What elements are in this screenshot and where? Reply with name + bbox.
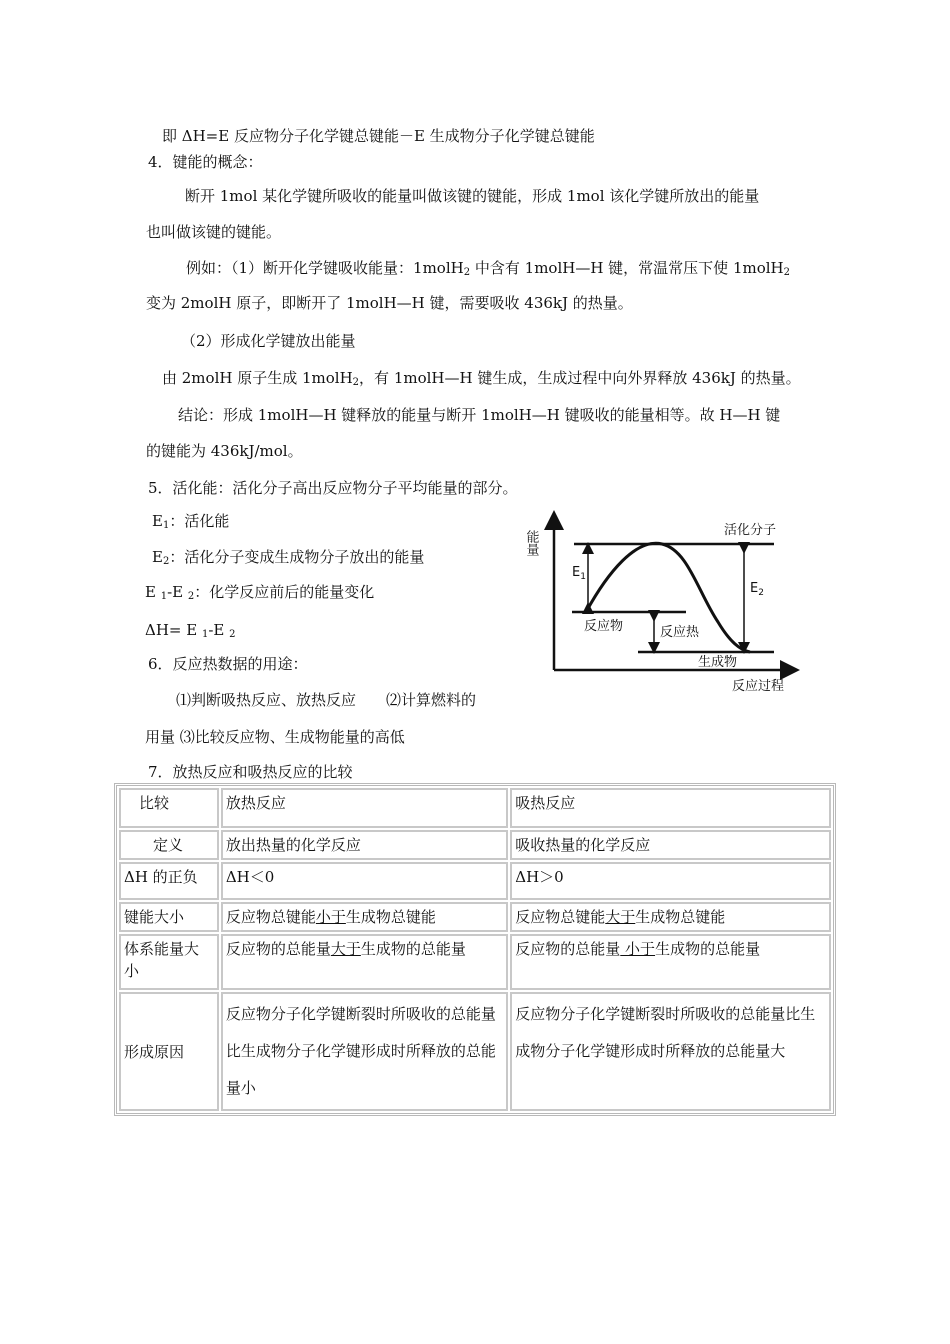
example-line-2: 变为 2molH 原子，即断开了 1molH—H 键，需要吸收 436kJ 的热量。 — [146, 294, 633, 312]
table-cell: 放出热量的化学反应 — [221, 830, 508, 860]
section-5-heading: 5．活化能：活化分子高出反应物分子平均能量的部分。 — [148, 479, 518, 497]
table-row — [119, 902, 831, 932]
uses-line-2: 用量 ⑶比较反应物、生成物能量的高低 — [145, 728, 405, 746]
x-axis-label: 反应过程 — [732, 679, 785, 694]
example-line-4: 由 2molH 原子生成 1molH$_2$，有 1molH—H 键生成，生成过程中向外界释放 436kJ 的热量。 — [162, 369, 801, 388]
table-row — [119, 862, 831, 900]
example-line-1: 例如：（1）断开化学键吸收能量：1molH$_2$ 中含有 1molH—H 键，常温常压下使 1molH$_2$ — [186, 259, 790, 278]
table-cell: ΔH＞0 — [510, 862, 831, 900]
e1-label: $E_1$ — [572, 565, 586, 582]
energy-diagram — [523, 512, 798, 702]
bond-energy-definition-1: 断开 1mol 某化学键所吸收的能量叫做该键的键能，形成 1mol 该化学键所放出的能量 — [185, 187, 760, 205]
e1-definition: $E_1$：活化能 — [152, 512, 230, 531]
table-cell: 体系能量大小 — [119, 934, 219, 990]
table-row — [119, 788, 831, 828]
table-row — [119, 992, 831, 1111]
table-cell: 吸收热量的化学反应 — [510, 830, 831, 860]
delta-h-formula: ΔH= E $_1$-E $_2$ — [145, 621, 236, 640]
example-line-3: （2）形成化学键放出能量 — [181, 332, 356, 350]
table-cell: 定义 — [119, 830, 219, 860]
table-cell: 反应物分子化学键断裂时所吸收的总能量比生成物分子化学键形成时所释放的总能量小 — [221, 992, 508, 1111]
table-cell: 键能大小 — [119, 902, 219, 932]
table-cell: 反应物的总能量大于生成物的总能量 — [221, 934, 508, 990]
table-cell: 反应物的总能量 小于生成物的总能量 — [510, 934, 831, 990]
section-7-heading: 7．放热反应和吸热反应的比较 — [148, 763, 353, 781]
table-row — [119, 830, 831, 860]
table-row — [119, 934, 831, 990]
y-axis-label-top: 能量 — [523, 530, 539, 556]
bond-energy-definition-2: 也叫做该键的键能。 — [146, 223, 282, 241]
table-cell: 反应物总键能小于生成物总键能 — [221, 902, 508, 932]
heat-label: 反应热 — [660, 625, 700, 640]
header-cell: 比较 — [119, 788, 219, 828]
formula-line: 即 ΔH=E 反应物分子化学键总键能－E 生成物分子化学键总键能 — [162, 127, 595, 145]
table-cell: ΔH＜0 — [221, 862, 508, 900]
header-cell: 吸热反应 — [510, 788, 831, 828]
table-cell: 反应物分子化学键断裂时所吸收的总能量比生成物分子化学键形成时所释放的总能量大 — [510, 992, 831, 1111]
product-label: 生成物 — [698, 655, 738, 670]
conclusion-line-1: 结论：形成 1molH—H 键释放的能量与断开 1molH—H 键吸收的能量相等。故 H—H 键 — [178, 406, 781, 424]
reactant-label: 反应物 — [584, 619, 624, 634]
table-cell: ΔH 的正负 — [119, 862, 219, 900]
conclusion-line-2: 的键能为 436kJ/mol。 — [146, 442, 303, 460]
section-4-heading: 4．键能的概念： — [148, 153, 263, 171]
uses-line-1: ⑴判断吸热反应、放热反应 ⑵计算燃料的 — [176, 691, 477, 709]
table-cell: 反应物总键能大于生成物总键能 — [510, 902, 831, 932]
comparison-table — [114, 783, 836, 1116]
e1-minus-e2-definition: E $_1$-E $_2$：化学反应前后的能量变化 — [145, 583, 375, 602]
e2-label: $E_2$ — [750, 581, 764, 598]
activated-label: 活化分子 — [724, 523, 777, 538]
section-6-heading: 6．反应热数据的用途： — [148, 655, 308, 673]
e2-definition: $E_2$：活化分子变成生成物分子放出的能量 — [152, 548, 425, 567]
header-cell: 放热反应 — [221, 788, 508, 828]
table-cell: 形成原因 — [119, 992, 219, 1111]
